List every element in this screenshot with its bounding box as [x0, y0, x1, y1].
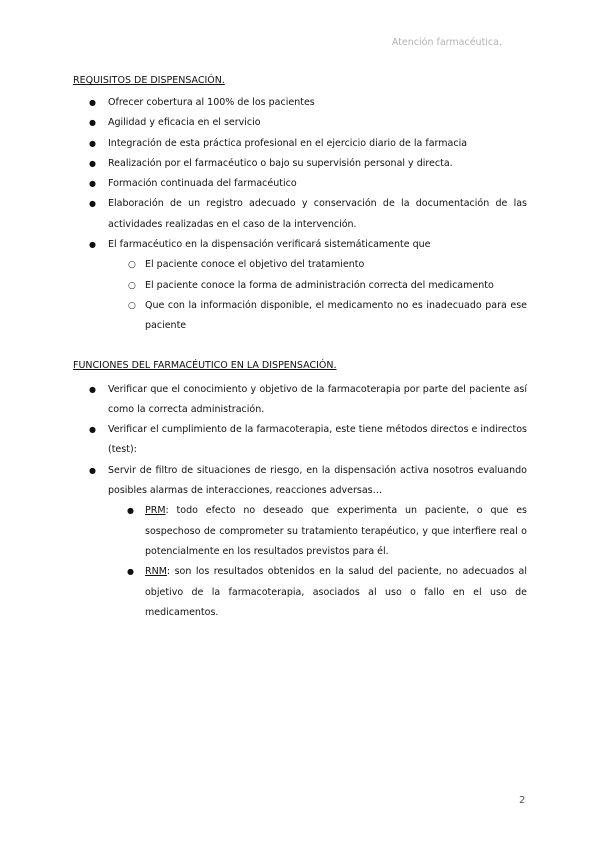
sublist-item: ○ El paciente conoce el objetivo del tratamiento	[108, 255, 527, 275]
list-item: ● Verificar el cumplimiento de la farmacoterapia, este tiene métodos directos e indirectos (test):	[73, 420, 527, 461]
bullet-icon: ●	[89, 98, 96, 107]
hollow-bullet-icon: ○	[128, 300, 136, 311]
bullet-icon: ●	[89, 179, 96, 189]
bullet-icon: ●	[89, 158, 96, 168]
sublist-item: ○ El paciente conoce la forma de administración correcta del medicamento	[108, 276, 527, 296]
list-item: ● Integración de esta práctica profesional en el ejercicio diario de la farmacia	[73, 134, 527, 154]
sublist-item: ● PRM: todo efecto no deseado que experimenta un paciente, o que es sospechoso de comprometer su tratamiento terapéutico, y que interfiere real o potencialmente en los resultados previstos para él.	[108, 501, 527, 562]
funciones-list	[73, 380, 527, 624]
section-title-funciones: FUNCIONES DEL FARMACÉUTICO EN LA DISPENSACIÓN.	[73, 359, 337, 371]
bullet-icon: ●	[89, 384, 96, 394]
sublist-item: ● RNM: son los resultados obtenidos en la salud del paciente, no adecuados al objetivo de la farmacoterapia, asociados al uso o fallo en el uso de medicamentos.	[108, 562, 527, 623]
bullet-icon: ●	[127, 506, 134, 516]
bullet-icon: ●	[89, 240, 96, 250]
riesgo-sublist	[108, 501, 527, 623]
list-item: ● Elaboración de un registro adecuado y conservación de la documentación de las actividades realizadas en el caso de la intervención.	[73, 194, 527, 235]
list-item: ● Agilidad y eficacia en el servicio	[73, 113, 527, 133]
list-item: ● El farmacéutico en la dispensación verificará sistemáticamente que ○ El paciente conoce el objetivo del tratamiento ○ El paciente conoce la forma de administración correcta del medicamento ○ Que con la información disponible, el medicamento no es inadecuado para ese paciente	[73, 235, 527, 336]
page-number: 2	[519, 795, 526, 806]
list-item: ● Ofrecer cobertura al 100% de los pacientes	[73, 93, 527, 113]
list-item: ● Verificar que el conocimiento y objetivo de la farmacoterapia por parte del paciente así como la correcta administración.	[73, 380, 527, 421]
term-prm: PRM	[145, 505, 166, 517]
hollow-bullet-icon: ○	[128, 260, 136, 271]
list-item: ● Formación continuada del farmacéutico	[73, 174, 527, 194]
document-body	[73, 74, 527, 623]
bullet-icon: ●	[89, 199, 96, 209]
bullet-icon: ●	[89, 118, 96, 128]
sublist-item: ○ Que con la información disponible, el medicamento no es inadecuado para ese paciente	[108, 296, 527, 337]
section-title-requisitos: REQUISITOS DE DISPENSACIÓN.	[73, 75, 225, 86]
list-item: ● Realización por el farmacéutico o bajo su supervisión personal y directa.	[73, 154, 527, 174]
list-item: ● Servir de filtro de situaciones de riesgo, en la dispensación activa nosotros evaluando posibles alarmas de interacciones, reacciones adversas… ● PRM: todo efecto no deseado que experimenta un paciente, o que es sospechoso de comprometer su tratamiento terapéutico, y que interfiere real o potencialmente en los resultados previstos para él. ● RNM: son los resultados obtenidos en la salud del paciente, no adecuados al objetivo de la farmacoterapia, asociados al uso o fallo en el uso de medicamentos.	[73, 461, 527, 623]
requisitos-list	[73, 93, 527, 337]
bullet-icon: ●	[89, 138, 96, 148]
bullet-icon: ●	[89, 465, 96, 475]
verificacion-sublist	[108, 255, 527, 336]
term-rnm: RNM	[145, 566, 167, 578]
running-header: Atención farmacéutica.	[391, 37, 502, 48]
hollow-bullet-icon: ○	[128, 280, 136, 291]
bullet-icon: ●	[127, 567, 134, 577]
bullet-icon: ●	[89, 425, 96, 435]
